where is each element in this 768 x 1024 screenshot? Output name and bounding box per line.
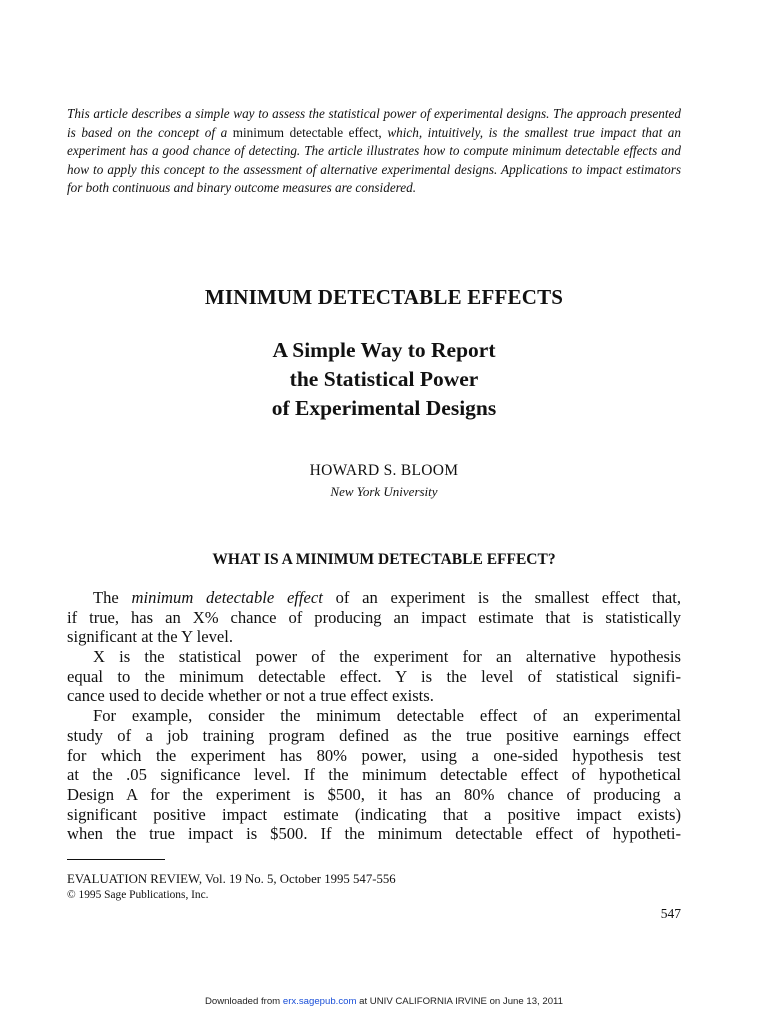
download-note (0, 996, 768, 1007)
download-suffix: at UNIV CALIFORNIA IRVINE on June 13, 2011 (359, 996, 564, 1007)
body-line: if true, has an X% chance of producing an impact estimate that is statistically (67, 607, 681, 627)
subtitle-line: the Statistical Power (289, 367, 479, 391)
download-prefix: Downloaded from (204, 996, 281, 1007)
body-line: when the true impact is $500. If the minimum detectable effect of hypotheti- (67, 824, 681, 844)
body-line: Design A for the experiment is $500, it has an 80% chance of producing a (67, 784, 681, 804)
page-number: 547 (660, 906, 681, 921)
p1-rest: of an experiment is the smallest effect that, (335, 588, 682, 607)
journal-citation: EVALUATION REVIEW, Vol. 19 No. 5, October 1995 547-556 (67, 872, 396, 886)
abstract-term: minimum detectable effect, (232, 124, 382, 140)
body-line: significant positive impact estimate (indicating that a positive impact exists) (67, 804, 681, 824)
body-line: at the .05 significance level. If the minimum detectable effect of hypothetical (67, 765, 681, 785)
abstract (67, 105, 681, 198)
body-line: significant at the Y level. (67, 627, 234, 647)
abstract-text-part1: This article describes a simple way to assess the statistical power of experimental designs. The approach presented is based on the concept of a (67, 106, 681, 140)
body-line: X is the statistical power of the experiment for an alternative hypothesis (93, 647, 681, 667)
body-line: For example, consider the minimum detectable effect of an experimental (93, 706, 681, 726)
abstract-text-part2: which, intuitively, is the smallest true impact that an experiment has a good chance of detecting. The article illustrates how to compute minimum detectable effects and how to apply this concept to the assessment of alternative experimental designs. Applications to impact estimators for both continuous and binary outcome measures are considered. (67, 124, 681, 196)
article-title: MINIMUM DETECTABLE EFFECTS (204, 285, 564, 309)
body-line: study of a job training program defined as the true positive earnings effect (67, 725, 681, 745)
body-line: for which the experiment has 80% power, using a one-sided hypothesis test (67, 745, 681, 765)
article-subtitle (0, 336, 768, 423)
body-line: equal to the minimum detectable effect. Y is the level of statistical signifi- (67, 666, 681, 686)
subtitle-line: of Experimental Designs (271, 396, 497, 420)
copyright-notice: © 1995 Sage Publications, Inc. (67, 889, 209, 901)
subtitle-line: A Simple Way to Report (272, 338, 496, 362)
body-line: cance used to decide whether or not a true effect exists. (67, 686, 434, 706)
author-affiliation: New York University (330, 484, 438, 499)
body-line (67, 588, 681, 608)
footnote-rule (67, 859, 165, 860)
section-heading: WHAT IS A MINIMUM DETECTABLE EFFECT? (212, 551, 556, 568)
download-link[interactable]: erx.sagepub.com (282, 996, 357, 1007)
p1-term: minimum detectable effect (131, 588, 323, 607)
body-text (67, 588, 681, 844)
author-name: HOWARD S. BLOOM (309, 462, 459, 479)
p1-lead: The (93, 588, 119, 607)
